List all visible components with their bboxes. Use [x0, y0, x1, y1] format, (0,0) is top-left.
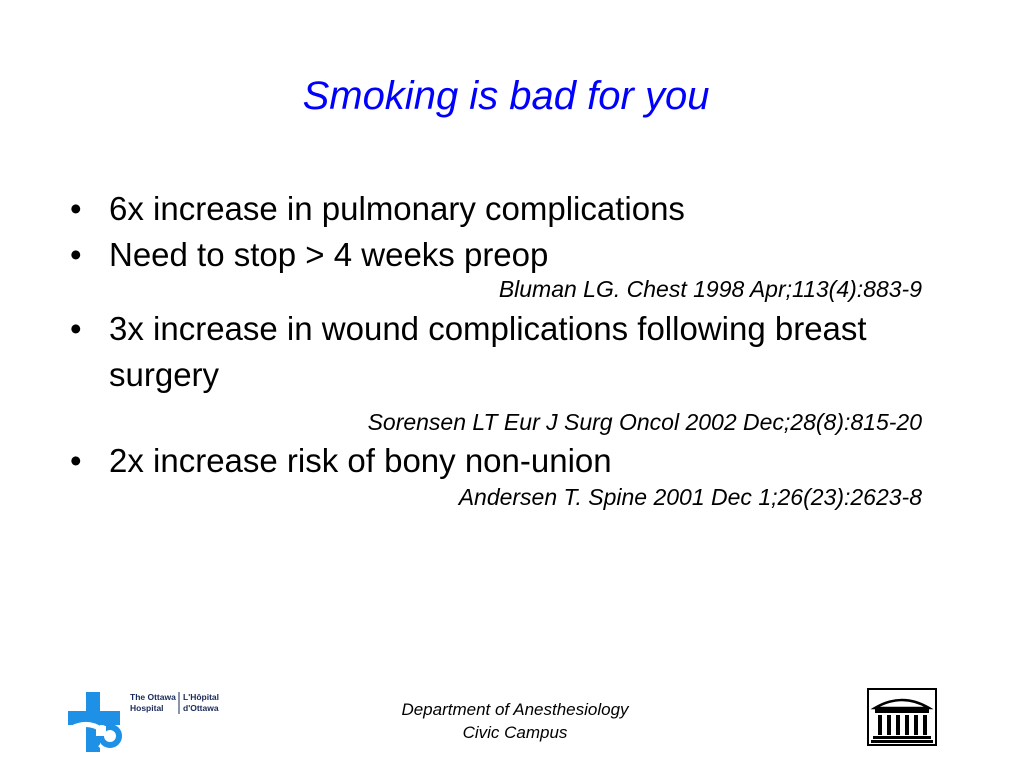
logo-name-en-2: Hospital: [130, 703, 164, 713]
bullet-item: [70, 186, 930, 232]
citation: Andersen T. Spine 2001 Dec 1;26(23):2623-8: [458, 484, 922, 510]
bullet-text: 3x increase in wound complications following breast surgery: [109, 310, 867, 393]
bullet-dot: •: [70, 442, 82, 479]
bullet-item: [70, 438, 930, 484]
ottawa-hospital-logo: [66, 690, 236, 754]
bullet-dot: •: [70, 236, 82, 273]
bullet-text: 6x increase in pulmonary complications: [109, 190, 685, 227]
slide-title: Smoking is bad for you: [302, 74, 710, 118]
footer-department: Department of Anesthesiology: [401, 700, 629, 719]
classical-building-icon: [867, 688, 937, 746]
ottawa-hospital-cross-logo-icon: [66, 690, 236, 754]
slide-body: [70, 186, 930, 511]
bullet-item: [70, 306, 930, 398]
footer: [340, 698, 690, 744]
bullet-text: 2x increase risk of bony non-union: [109, 442, 612, 479]
bullet-dot: •: [70, 310, 82, 347]
citation: Bluman LG. Chest 1998 Apr;113(4):883-9: [498, 276, 922, 302]
bullet-text: Need to stop > 4 weeks preop: [109, 236, 549, 273]
logo-name-en-1: The Ottawa: [130, 692, 176, 702]
citation: Sorensen LT Eur J Surg Oncol 2002 Dec;28(8):815-20: [367, 409, 922, 435]
footer-campus: Civic Campus: [462, 723, 568, 742]
logo-name-fr-2: d'Ottawa: [183, 703, 219, 713]
building-logo: [867, 688, 937, 746]
logo-name-fr-1: L'Hôpital: [183, 692, 220, 702]
bullet-item: [70, 232, 930, 278]
bullet-dot: •: [70, 190, 82, 227]
